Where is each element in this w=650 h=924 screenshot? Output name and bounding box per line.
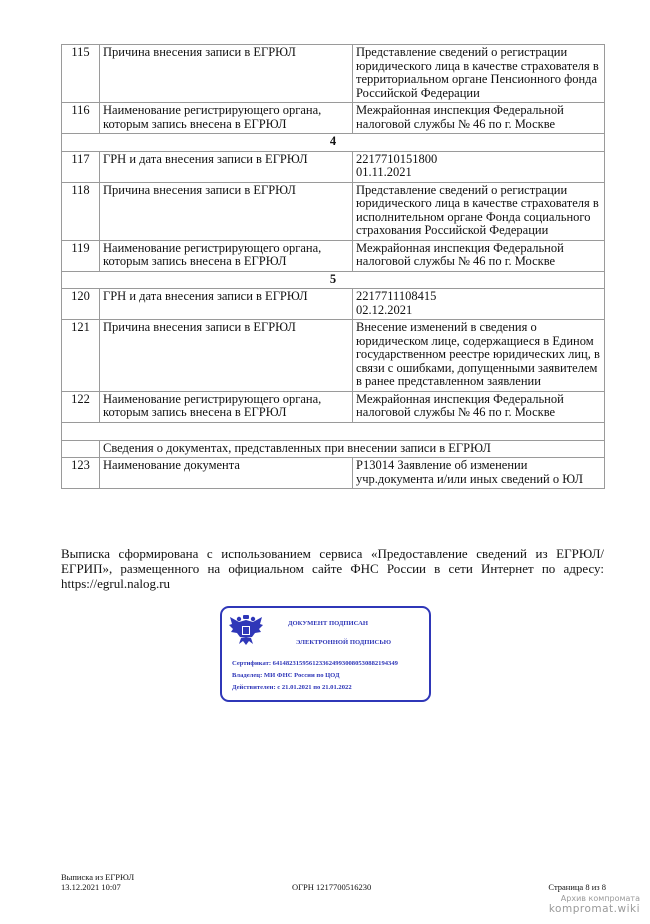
- stamp-owner: Владелец: МИ ФНС России по ЦОД: [232, 672, 340, 679]
- row-number: 118: [62, 182, 100, 240]
- watermark: [549, 894, 640, 915]
- table-row: [62, 320, 605, 392]
- footer-ogrn: ОГРН 1217700516230: [292, 882, 372, 892]
- stamp-validity: Действителен: с 21.01.2021 по 21.01.2022: [232, 684, 352, 691]
- stamp-certificate: Сертификат: 641482315956123362499300805308821943​49: [232, 660, 398, 667]
- blank-cell: [62, 422, 605, 440]
- row-value-date: 01.11.2021: [356, 165, 412, 179]
- row-label: Причина внесения записи в ЕГРЮЛ: [100, 320, 353, 392]
- row-value-text: Представление сведений о регистрации юридического лица в качестве страхователя в территориальном органе Пенсионного фонда Российской Федерации: [356, 45, 599, 100]
- statement-text: Выписка сформирована с использованием сервиса «Предоставление сведений из ЕГРЮЛ/ЕГРИП», размещенного на официальном сайте ФНС России в сети Интернет по адресу: https://egrul.nalog.ru: [61, 546, 604, 591]
- stamp-line1: ДОКУМЕНТ ПОДПИСАН: [288, 620, 368, 627]
- footer-page-number: Страница 8 из 8: [548, 882, 606, 892]
- row-value: [353, 240, 605, 271]
- row-value-text: Р13014 Заявление об изменении учр.документа и/или иных сведений о ЮЛ: [356, 458, 583, 486]
- row-label: Наименование регистрирующего органа, которым запись внесена в ЕГРЮЛ: [100, 391, 353, 422]
- row-number: 115: [62, 45, 100, 103]
- table-row: [62, 182, 605, 240]
- row-label: Наименование регистрирующего органа, которым запись внесена в ЕГРЮЛ: [100, 103, 353, 134]
- row-value: [353, 182, 605, 240]
- row-value-text: Межрайонная инспекция Федеральной налоговой службы № 46 по г. Москве: [356, 103, 564, 131]
- watermark-line2: kompromat.wiki: [548, 903, 640, 915]
- signature-stamp: [220, 606, 431, 702]
- row-value-text: 2217711108415: [356, 289, 437, 303]
- table-row: [62, 240, 605, 271]
- table-row: [62, 45, 605, 103]
- row-value-text: Внесение изменений в сведения о юридическом лице, содержащиеся в Едином государственном реестре юридических лиц, в связи с ошибками, допущенными заявителем в ранее представленном заявлении: [356, 320, 600, 388]
- subheader-empty-cell: [62, 440, 100, 458]
- row-label: Наименование регистрирующего органа, которым запись внесена в ЕГРЮЛ: [100, 240, 353, 271]
- table-row: [62, 103, 605, 134]
- row-number: 120: [62, 289, 100, 320]
- table-row: [62, 289, 605, 320]
- section-number: 4: [62, 134, 605, 152]
- row-value: [353, 45, 605, 103]
- stamp-line2: ЭЛЕКТРОННОЙ ПОДПИСЬЮ: [296, 639, 392, 646]
- section-number: 5: [62, 271, 605, 289]
- coat-of-arms-icon: [228, 613, 264, 647]
- row-value-text: Межрайонная инспекция Федеральной налоговой службы № 46 по г. Москве: [356, 240, 564, 268]
- row-number: 121: [62, 320, 100, 392]
- row-value: [353, 151, 605, 182]
- row-label: Наименование документа: [100, 458, 353, 489]
- footer-left: [61, 872, 134, 892]
- row-number: 119: [62, 240, 100, 271]
- row-value-date: 02.12.2021: [356, 302, 413, 317]
- table-row: [62, 151, 605, 182]
- row-value: [353, 289, 605, 320]
- section-row: [62, 271, 605, 289]
- row-label: Причина внесения записи в ЕГРЮЛ: [100, 182, 353, 240]
- row-value: [353, 458, 605, 489]
- row-value: [353, 103, 605, 134]
- subheader-text: Сведения о документах, представленных при внесении записи в ЕГРЮЛ: [100, 440, 605, 458]
- footer-doc-title: Выписка из ЕГРЮЛ: [61, 872, 135, 882]
- table-row: [62, 458, 605, 489]
- row-number: 122: [62, 391, 100, 422]
- row-number: 116: [62, 103, 100, 134]
- egrul-table: [61, 44, 605, 489]
- row-value-text: Межрайонная инспекция Федеральной налоговой службы № 46 по г. Москве: [356, 391, 564, 419]
- row-value-text: Представление сведений о регистрации юридического лица в качестве страхователя в исполнительном органе Фонда социального страхования Российской Федерации: [356, 182, 599, 237]
- row-number: 117: [62, 151, 100, 182]
- row-value-text: 2217710151800: [356, 151, 438, 166]
- row-label: Причина внесения записи в ЕГРЮЛ: [100, 45, 353, 103]
- row-value: [353, 320, 605, 392]
- table-row: [62, 391, 605, 422]
- section-row: [62, 134, 605, 152]
- subheader-row: [62, 440, 605, 458]
- row-label: ГРН и дата внесения записи в ЕГРЮЛ: [100, 151, 353, 182]
- blank-row: [62, 422, 605, 440]
- watermark-line1: Архив компромата: [560, 894, 640, 903]
- row-label: ГРН и дата внесения записи в ЕГРЮЛ: [100, 289, 353, 320]
- row-value: [353, 391, 605, 422]
- row-number: 123: [62, 458, 100, 489]
- footer-date: 13.12.2021 10:07: [61, 882, 121, 892]
